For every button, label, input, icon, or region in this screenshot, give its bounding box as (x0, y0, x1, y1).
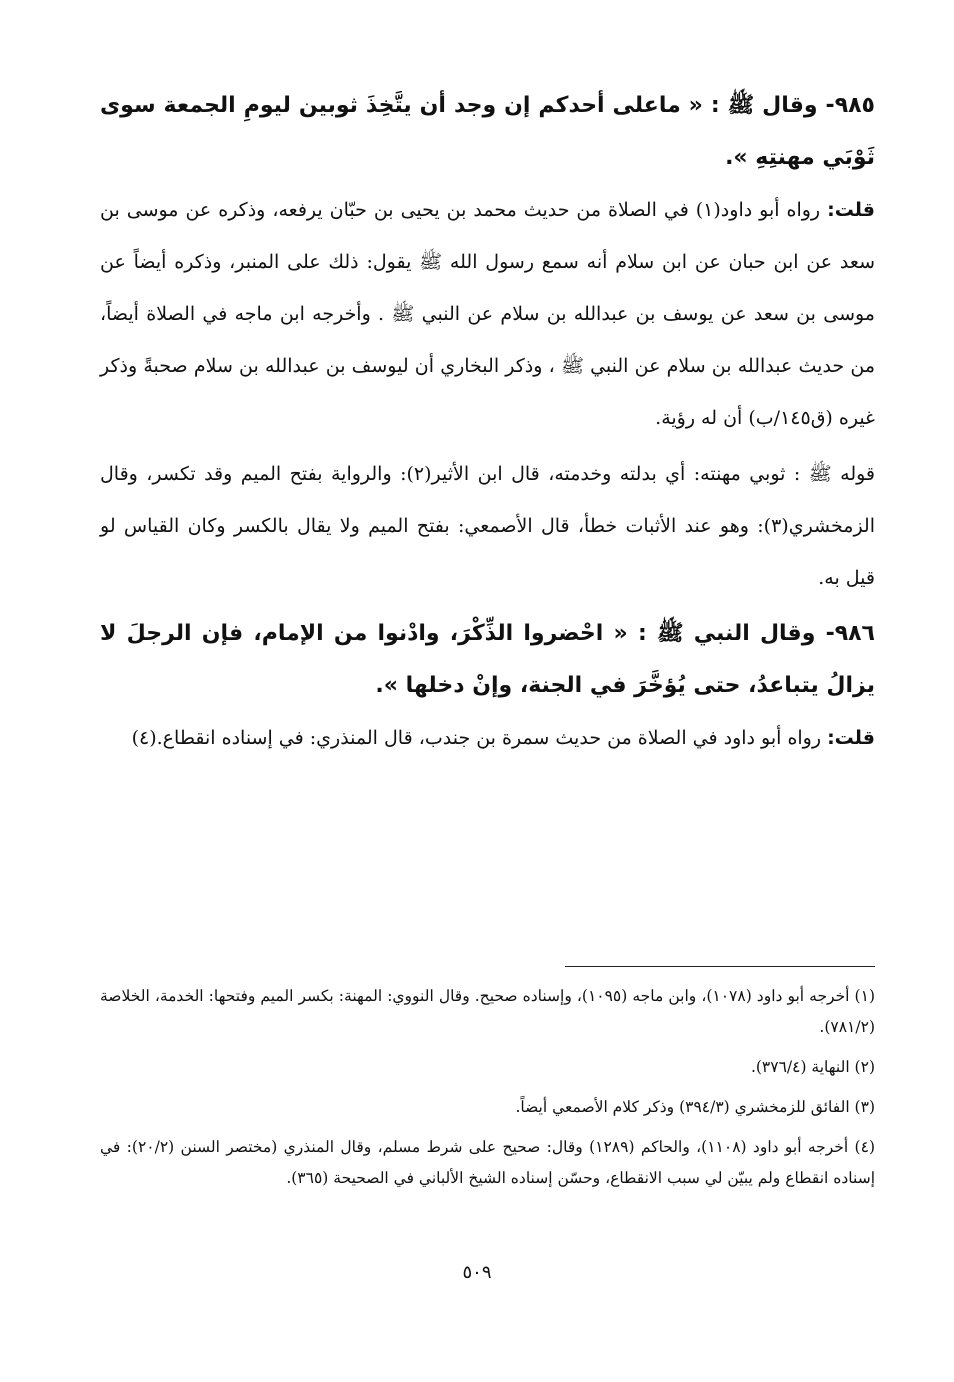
page-number: ٥٠٩ (462, 1262, 492, 1283)
footnote-divider (565, 966, 875, 967)
page-body (100, 80, 875, 764)
footnote-2: (٢) النهاية (٣٧٦/٤). (750, 1058, 875, 1076)
commentary-985-note: قوله ﷺ : ثوبي مهنته: أي بدلته وخدمته، قال ابن الأثير(٢): والرواية بفتح الميم وقد تكسر، وقال الزمخشري(٣): وهو عند الأثبات خطأ، قال الأصمعي: بفتح الميم ولا يقال بالكسر وكان القياس لو قيل به. (100, 463, 876, 589)
footnote-3: (٣) الفائق للزمخشري (٣٩٤/٣) وذكر كلام الأصمعي أيضاً. (515, 1098, 875, 1116)
footnotes (100, 966, 875, 1203)
commentary-985-text: رواه أبو داود(١) في الصلاة من حديث محمد بن يحيى بن حبّان يرفعه، وذكره عن موسى بن سعد عن ابن حبان عن ابن سلام أنه سمع رسول الله ﷺ يقول: ذلك على المنبر، وذكره أيضاً عن موسى بن سعد عن يوسف بن عبدالله بن سلام عن النبي ﷺ . وأخرجه ابن ماجه في الصلاة أيضاً، من حديث عبدالله بن سلام عن النبي ﷺ ، وذكر البخاري أن ليوسف بن عبدالله بن سلام صحبةً وذكر غيره (ق١٤٥/ب) أن له رؤية. (100, 199, 875, 429)
footnote-4: (٤) أخرجه أبو داود (١١٠٨)، والحاكم (١٢٨٩) وقال: صحيح على شرط مسلم، وقال المنذري (مختصر السنن (٢٠/٢): في إسناده انقطاع ولم يبيّن لي سبب الانقطاع، وحسّن إسناده الشيخ الألباني في الصحيحة (٣٦٥). (100, 1138, 875, 1187)
commentary-986-text: رواه أبو داود في الصلاة من حديث سمرة بن جندب، قال المنذري: في إسناده انقطاع.(٤) (131, 727, 828, 749)
commentary-985 (100, 184, 875, 444)
footnote-1: (١) أخرجه أبو داود (١٠٧٨)، وابن ماجه (١٠٩٥)، وإسناده صحيح. وقال النووي: المهنة: بكسر الميم وفتحها: الخدمة، الخلاصة (٧٨١/٢). (100, 987, 875, 1036)
qultu-label: قلت: (827, 199, 876, 221)
hadith-986: ٩٨٦- وقال النبي ﷺ : « احْضروا الذِّكْرَ، وادْنوا من الإمام، فإن الرجلَ لا يزالُ يتباعدُ، حتى يُؤخَّرَ في الجنة، وإنْ دخلها ». (100, 621, 875, 698)
commentary-986 (100, 712, 875, 764)
hadith-985: ٩٨٥- وقال ﷺ : « ماعلى أحدكم إن وجد أن يتَّخِذَ ثوبين ليومِ الجمعة سوى ثَوْبَي مهنتِهِ ». (100, 93, 875, 170)
qultu-label: قلت: (827, 727, 875, 749)
